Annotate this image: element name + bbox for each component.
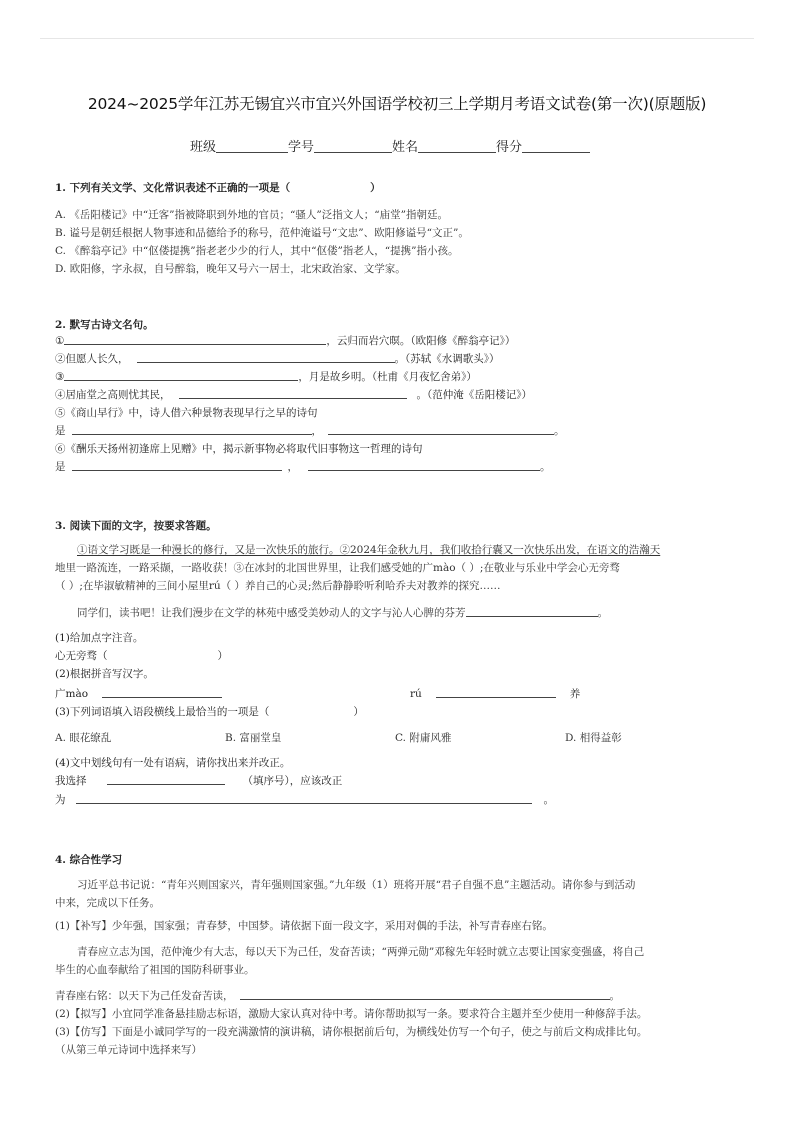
number-field[interactable] [314, 140, 392, 153]
sub-question-3-option-b: B. 富丽堂皇 [225, 732, 282, 744]
sub-question-2-item-b [410, 686, 580, 701]
recite-2-blank[interactable] [137, 351, 395, 363]
question-1-option-a: A. 《岳阳楼记》中“迁客”指被降职到外地的官员；“骚人”泛指文人；“庙堂”指朝廷。 [55, 209, 448, 221]
correct-blank[interactable] [76, 792, 532, 804]
sub-question-2-item-a [55, 686, 222, 701]
q4-material-line-1: 青春应立志为国，范仲淹少有大志，每以天下为己任，发奋苦读；“两弹元勋”邓稼先年轻时就立志要让国家变强盛，将自己 [77, 946, 645, 958]
q4-intro-line-1: 习近平总书记说：“青年兴则国家兴，青年强则国家强。”九年级（1）班将开展“君子自强不息”主题活动。请你参与到活动 [77, 879, 636, 891]
recite-line-8 [55, 459, 551, 474]
pinyin-ru: rú [410, 688, 422, 700]
q4-motto-line [55, 987, 620, 1005]
recite-6-blank-b[interactable] [328, 423, 554, 435]
choose-blank[interactable] [107, 773, 225, 785]
sub-question-2: (2)根据拼音写汉字。 [55, 668, 154, 680]
question-1-close: ） [370, 182, 381, 194]
question-1-option-b: B. 谥号是朝廷根据人物事迹和品德给予的称号，范仲淹谥号“文忠”、欧阳修谥号“文正”。 [55, 227, 469, 239]
name-label: 姓名 [392, 140, 419, 155]
question-1-option-c: C. 《醉翁亭记》中“伛偻提携”指老老少少的行人，其中“伛偻”指老人，“提携”指小孩。 [55, 245, 459, 257]
recite-3-blank[interactable] [64, 369, 298, 381]
sub-question-3 [55, 704, 364, 719]
sub-question-3-close: ） [353, 706, 364, 718]
pinyin-ru-blank[interactable] [436, 686, 556, 698]
correct-end: 。 [543, 794, 554, 806]
page-top-divider [40, 38, 754, 39]
recite-2-prefix: ②但愿人长久， [55, 353, 129, 365]
recite-6-comma: ， [311, 425, 322, 437]
sub-question-1-item [55, 648, 228, 663]
recite-line-6 [55, 423, 565, 438]
recite-6-prefix: 是 [55, 425, 66, 437]
sub-question-4-line-2 [55, 792, 554, 807]
sub-question-4-line-1 [55, 773, 342, 788]
passage-line-2: 地里一路流连，一路采撷，一路收获！③在冰封的北国世界里，让我们感受她的广mào（ ）;在敬业与乐业中学会心无旁骛 [55, 562, 620, 574]
page-title: 2024~2025学年江苏无锡宜兴市宜兴外国语学校初三上学期月考语文试卷(第一次)(原题版) [87, 95, 707, 113]
class-field[interactable] [216, 140, 288, 153]
class-label: 班级 [190, 140, 217, 155]
pinyin-ru-suffix: 养 [569, 688, 581, 700]
recite-3-suffix: ，月是故乡明。（杜甫《月夜忆舍弟》） [298, 371, 477, 383]
passage-blank[interactable] [466, 605, 598, 617]
motto-end: 。 [609, 990, 620, 1002]
question-2-stem: 2. 默写古诗文名句。 [55, 319, 154, 331]
recite-8-blank-a[interactable] [72, 459, 282, 471]
score-label: 得分 [496, 140, 523, 155]
passage-line-1: ①语文学习既是一种漫长的修行，又是一次快乐的旅行。②2024年金秋九月，我们收拾行囊又一次快乐出发，在语文的浩瀚天 [77, 544, 661, 556]
sub-question-3-text: (3)下列词语填入语段横线上最恰当的一项是（ [55, 706, 270, 718]
q4-intro-line-2: 中来，完成以下任务。 [55, 897, 160, 909]
sub-question-1: (1)给加点字注音。 [55, 632, 144, 644]
recite-8-end: 。 [540, 461, 551, 473]
recite-1-prefix: ① [55, 335, 65, 347]
sub-question-3-option-a: A. 眼花缭乱 [55, 732, 112, 744]
recite-1-suffix: ，云归而岩穴暝。（欧阳修《醉翁亭记》） [326, 335, 516, 347]
question-1-stem [55, 180, 381, 195]
passage-line-3: （ ）;在毕淑敏精神的三间小屋里rú（ ）养自己的心灵;然后静静聆听利哈乔夫对教养的探究…… [55, 580, 501, 592]
question-4-stem: 4. 综合性学习 [55, 854, 123, 866]
sub-question-4: (4)文中划线句有一处有语病，请你找出来并改正。 [55, 757, 291, 769]
number-label: 学号 [288, 140, 315, 155]
recite-line-2 [55, 351, 500, 366]
q4-material-line-2: 毕生的心血奉献给了祖国的国防科研事业。 [55, 964, 255, 976]
q4-task-1: (1)【补写】少年强，国家强；青春梦，中国梦。请依据下面一段文字，采用对偶的手法，补写青春座右铭。 [55, 920, 553, 932]
correct-as-label: 为 [55, 794, 66, 806]
recite-3-prefix: ③ [55, 371, 65, 383]
pinyin-mao-blank[interactable] [102, 686, 222, 698]
recite-8-prefix: 是 [55, 461, 66, 473]
pinyin-close: ） [217, 650, 228, 662]
recite-line-5: ⑤《商山早行》中，诗人借六种景物表现早行之早的诗句 [55, 407, 318, 419]
question-3-stem: 3. 阅读下面的文字，按要求答题。 [55, 520, 217, 532]
passage-line-4 [77, 604, 608, 622]
recite-line-1 [55, 333, 515, 348]
recite-line-3 [55, 369, 477, 384]
choose-label: 我选择 [55, 775, 87, 787]
q4-task-2: (2)【拟写】小宜同学准备悬挂励志标语，激励大家认真对待中考。请你帮助拟写一条。要求符合主题并至少使用一种修辞手法。 [55, 1008, 648, 1020]
motto-blank[interactable] [240, 988, 610, 1000]
passage-4-end: 。 [597, 607, 608, 619]
motto-prefix: 青春座右铭：以天下为己任发奋苦读， [55, 990, 234, 1002]
student-info-row [190, 136, 590, 155]
pinyin-item: 心无旁骛（ [55, 650, 108, 662]
score-field[interactable] [522, 140, 590, 153]
recite-line-4 [55, 387, 532, 402]
recite-4-suffix: 。（范仲淹《岳阳楼记》） [416, 389, 532, 401]
recite-2-suffix: 。（苏轼《水调歌头》） [394, 353, 500, 365]
q4-task-3: (3)【仿写】下面是小诚同学写的一段充满激情的演讲稿，请你根据前后句，为横线处仿写一个句子，使之与前后文构成排比句。 [55, 1026, 648, 1038]
sub-question-3-option-c: C. 附庸风雅 [395, 732, 452, 744]
recite-6-blank-a[interactable] [72, 423, 312, 435]
pinyin-mao: 广mào [55, 688, 89, 700]
passage-4-text: 同学们，读书吧！让我们漫步在文学的林苑中感受美妙动人的文字与沁人心脾的芬芳 [77, 607, 466, 619]
sub-question-3-option-d: D. 相得益彰 [565, 732, 622, 744]
question-1-text: 1. 下列有关文学、文化常识表述不正确的一项是（ [55, 182, 291, 194]
recite-6-end: 。 [554, 425, 565, 437]
recite-8-comma: ， [287, 461, 298, 473]
recite-line-7: ⑥《酬乐天扬州初逢席上见赠》中，揭示新事物必将取代旧事物这一哲理的诗句 [55, 443, 423, 455]
q4-task-3-note: （从第三单元诗词中选择来写） [55, 1044, 202, 1056]
recite-8-blank-b[interactable] [308, 459, 540, 471]
recite-4-prefix: ④居庙堂之高则忧其民， [55, 389, 171, 401]
name-field[interactable] [418, 140, 496, 153]
recite-4-blank[interactable] [179, 387, 407, 399]
question-1-option-d: D. 欧阳修，字永叔，自号醉翁，晚年又号六一居士，北宋政治家、文学家。 [55, 263, 406, 275]
correct-label: （填序号），应该改正 [242, 775, 343, 787]
recite-1-blank[interactable] [64, 333, 326, 345]
